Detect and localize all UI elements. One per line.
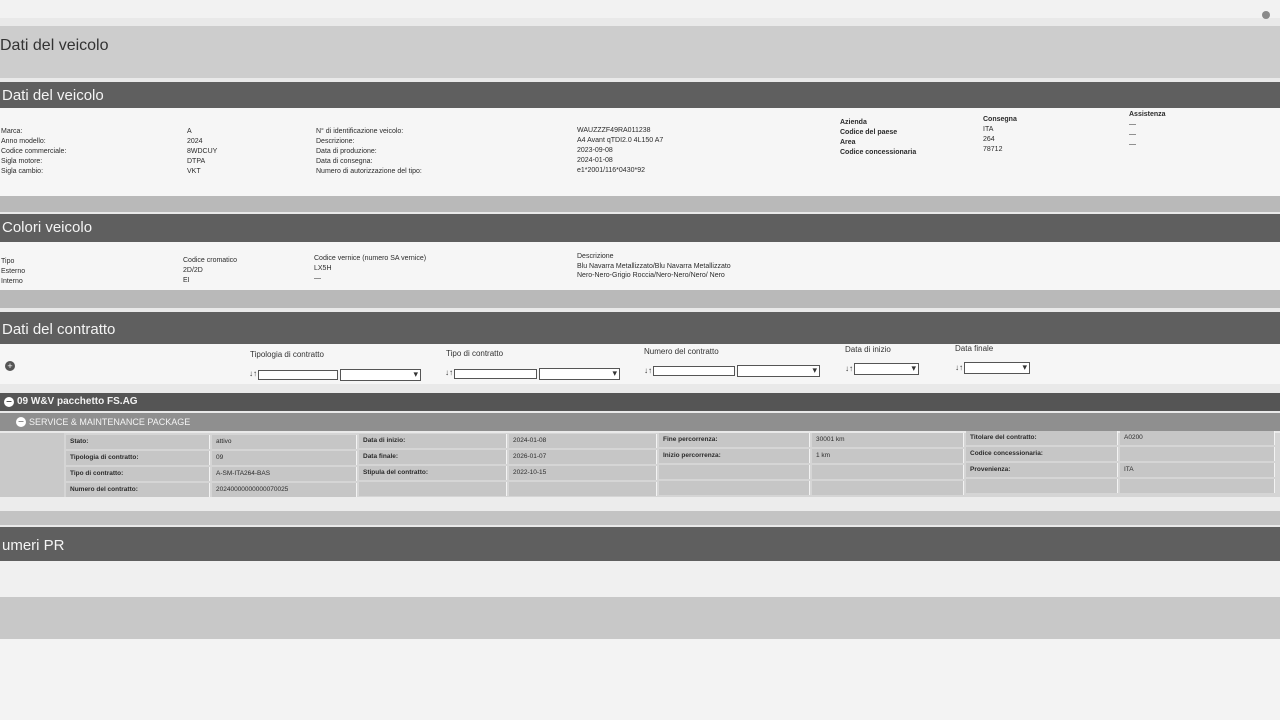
filter-tipo-input[interactable] [454,369,537,379]
detail-label-cell [66,483,210,497]
colors-row-tipo: Interno [1,278,23,285]
anno-modello-value: 2024 [187,138,203,145]
azienda-label: Azienda [840,119,867,126]
data-produzione-value: 2023-09-08 [577,147,613,154]
detail-label: Numero del contratto: [70,486,138,493]
sigla-motore-value: DTPA [187,158,206,165]
detail-label-cell [966,447,1118,461]
detail-value-cell [212,451,357,465]
detail-label-cell [659,465,810,479]
numeri-pr-panel [0,561,1280,597]
detail-label: Tipo di contratto: [70,470,124,477]
contract-subgroup-title: SERVICE & MAINTENANCE PACKAGE [29,417,191,427]
detail-label-cell [66,451,210,465]
vin-value: WAUZZZF49RA011238 [577,127,651,134]
sigla-motore-label: Sigla motore: [1,158,43,165]
page-top-strip [0,0,1280,18]
autorizzazione-value: e1*2001/116*0430*92 [577,167,645,174]
colors-row-codice-vernice: — [314,275,321,282]
detail-label: Data di inizio: [363,437,406,444]
detail-label-cell [966,431,1118,445]
vehicle-section-title: Dati del veicolo [2,87,104,104]
filter-tipologia-label: Tipologia di contratto [250,350,324,359]
detail-value: 2022-10-15 [513,469,547,476]
filter-data-finale-label: Data finale [955,344,994,353]
assistenza-area-value: — [1129,131,1136,138]
assistenza-concessionaria-value: — [1129,141,1136,148]
detail-label: Codice concessionaria: [970,450,1043,457]
anno-modello-label: Anno modello: [1,138,46,145]
vehicle-section-footer [0,196,1280,212]
descrizione-value: A4 Avant qTDI2.0 4L150 A7 [577,137,664,144]
detail-label: Stipula del contratto: [363,469,428,476]
contract-group-title: 09 W&V pacchetto FS.AG [17,396,138,407]
detail-label-cell [359,434,507,448]
colors-section-header[interactable] [0,214,1280,242]
consegna-concessionaria-value: 78712 [983,146,1003,153]
detail-label-cell [359,466,507,480]
detail-value-cell [212,483,357,497]
data-produzione-label: Data di produzione: [316,148,377,155]
detail-value-cell [1120,463,1275,477]
detail-label-cell [359,450,507,464]
detail-value-cell [812,449,964,463]
detail-value-cell [1120,447,1275,461]
vehicle-data-panel [0,108,1280,196]
detail-label-cell [966,479,1118,493]
filter-data-finale-select[interactable] [964,362,1030,374]
detail-value-cell [812,465,964,479]
detail-value: attivo [216,438,232,445]
marca-label: Marca: [1,128,23,135]
filter-tipologia-select[interactable] [340,369,421,381]
detail-label-cell [659,481,810,495]
sort-icon[interactable]: ↓↑ [644,366,652,375]
numeri-pr-footer [0,597,1280,639]
codice-commerciale-value: 8WDCUY [187,148,218,155]
detail-value: A0200 [1124,434,1143,441]
contract-section-title: Dati del contratto [2,321,116,338]
detail-label: Tipologia di contratto: [70,454,139,461]
colors-codice-cromatico-header: Codice cromatico [183,257,238,264]
detail-value-cell [1120,431,1275,445]
detail-value: A-SM-ITA264-BAS [216,470,271,477]
sort-icon[interactable]: ↓↑ [955,363,963,372]
sort-icon[interactable]: ↓↑ [445,368,453,377]
detail-value: 1 km [816,452,831,459]
colors-section-title: Colori veicolo [2,219,93,236]
page-title-band [0,26,1280,78]
colors-row-codice-vernice: LX5H [314,265,332,272]
detail-value-cell [212,467,357,481]
page-bottom-margin [0,639,1280,720]
contract-section-spacer [0,497,1280,511]
area-label: Area [840,139,856,146]
detail-label: Titolare del contratto: [970,434,1037,441]
detail-label: Stato: [70,438,89,445]
sort-icon[interactable]: ↓↑ [249,369,257,378]
colors-row-codice-cromatico: 2D/2D [183,267,203,274]
detail-label-cell [966,463,1118,477]
filter-numero-label: Numero del contratto [644,347,719,356]
contract-filter-panel [0,344,1280,384]
detail-value-cell [1120,479,1275,493]
colors-section-footer [0,290,1280,308]
marca-value: A [187,128,192,135]
assistenza-paese-value: — [1129,121,1136,128]
contract-group-row[interactable] [0,393,1280,411]
window-dot-icon[interactable] [1262,11,1270,19]
detail-label: Provenienza: [970,466,1011,473]
detail-label-cell [659,433,810,447]
detail-value-cell [509,466,657,480]
colors-row-tipo: Esterno [1,268,26,275]
filter-tipologia-input[interactable] [258,370,338,380]
colors-codice-vernice-header: Codice vernice (numero SA vernice) [314,255,427,262]
detail-value: 20240000000000070025 [216,486,289,493]
detail-label-cell [359,482,507,496]
detail-label-cell [66,467,210,481]
filter-data-inizio-select[interactable] [854,363,919,375]
contract-section-footer [0,511,1280,525]
collapse-icon[interactable]: – [4,397,14,407]
sort-icon[interactable]: ↓↑ [845,364,853,373]
colors-row-codice-cromatico: EI [183,277,190,284]
detail-value-cell [212,435,357,449]
collapse-icon[interactable]: – [16,417,26,427]
detail-value-cell [509,482,657,496]
codice-concessionaria-label: Codice concessionaria [840,149,917,156]
detail-value: 30001 km [816,436,845,443]
add-contract-icon[interactable]: + [5,361,15,371]
numeri-pr-section-header[interactable] [0,527,1280,561]
detail-label: Fine percorrenza: [663,436,718,443]
colors-tipo-header: Tipo [1,258,15,265]
data-consegna-value: 2024-01-08 [577,157,613,164]
filter-tipo-select[interactable] [539,368,620,380]
data-consegna-label: Data di consegna: [316,158,373,165]
colors-row-descrizione: Nero-Nero-Grigio Roccia/Nero-Nero/Nero/ Nero [577,272,725,279]
contract-details-gutter [0,433,64,497]
detail-value: 09 [216,454,224,461]
detail-label: Data finale: [363,453,399,460]
consegna-header: Consegna [983,116,1017,123]
colors-descrizione-header: Descrizione [577,253,614,260]
numeri-pr-section-title: umeri PR [2,537,65,554]
assistenza-header: Assistenza [1129,111,1166,118]
detail-value: ITA [1124,466,1134,473]
vehicle-section-header[interactable] [0,82,1280,108]
descrizione-label: Descrizione: [316,138,355,145]
detail-value-cell [812,433,964,447]
detail-value-cell [812,481,964,495]
sigla-cambio-value: VKT [187,168,201,175]
filter-data-inizio-label: Data di inizio [845,345,891,354]
detail-label-cell [66,435,210,449]
sigla-cambio-label: Sigla cambio: [1,168,44,175]
detail-value: 2024-01-08 [513,437,547,444]
autorizzazione-label: Numero di autorizzazione del tipo: [316,168,422,175]
contract-section-header[interactable] [0,312,1280,344]
page-title: Dati del veicolo [0,37,109,54]
detail-label: Inizio percorrenza: [663,452,721,459]
colors-panel [0,242,1280,290]
vin-label: N° di identificazione veicolo: [316,128,404,135]
consegna-area-value: 264 [983,136,995,143]
filter-numero-input[interactable] [653,366,735,376]
colors-row-descrizione: Blu Navarra Metallizzato/Blu Navarra Metallizzato [577,263,731,270]
contract-subgroup-row[interactable] [0,413,1280,431]
detail-label-cell [659,449,810,463]
consegna-paese-value: ITA [983,126,994,133]
detail-value-cell [509,450,657,464]
detail-value: 2026-01-07 [513,453,547,460]
filter-tipo-label: Tipo di contratto [446,349,504,358]
codice-commerciale-label: Codice commerciale: [1,148,67,155]
contract-details-grid [0,433,1280,497]
codice-paese-label: Codice del paese [840,129,898,136]
detail-value-cell [509,434,657,448]
filter-numero-select[interactable] [737,365,820,377]
